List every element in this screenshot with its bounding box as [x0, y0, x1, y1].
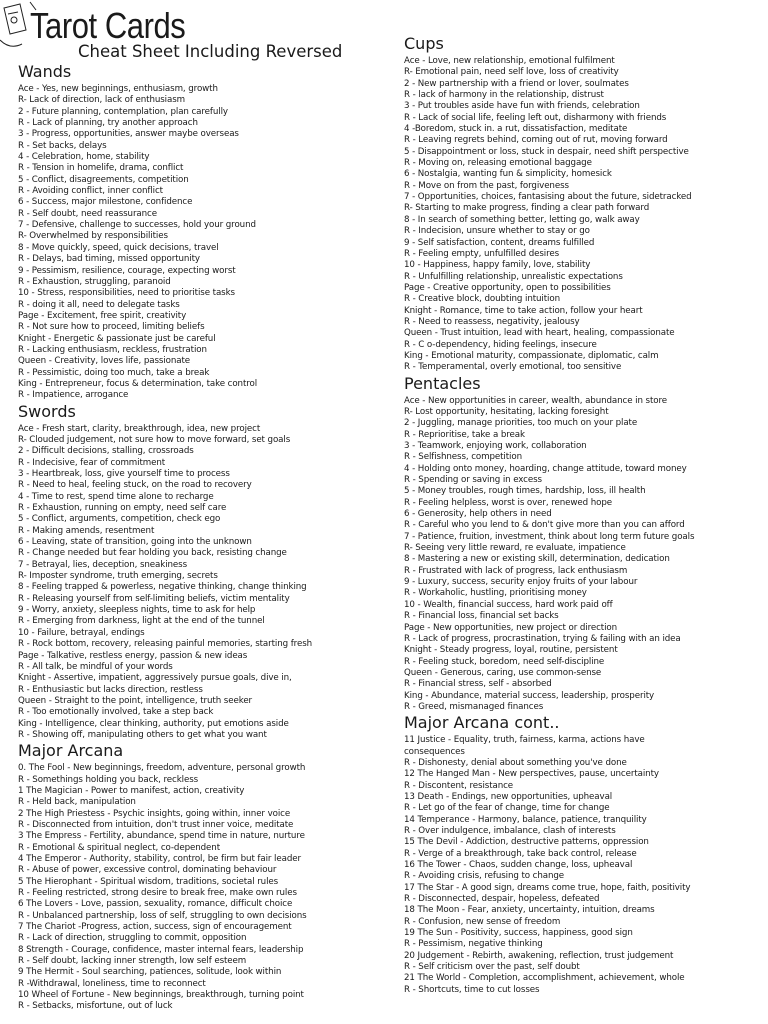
card-meaning-line: Queen - Creativity, loves life, passionate: [18, 356, 191, 367]
section-swords: [18, 402, 390, 742]
card-meaning-line: 9 - Pessimism, resilience, courage, expecting worst: [18, 265, 236, 276]
section-title: Pentacles: [404, 373, 481, 393]
card-meaning-line: R - Financial stress, self - absorbed: [404, 679, 552, 690]
card-meaning-list: [404, 396, 760, 714]
card-meaning-line: R - Feeling empty, unfulfilled desires: [404, 248, 560, 259]
card-meaning-line: 2 - Future planning, contemplation, plan carefully: [18, 106, 228, 117]
card-meaning-line: King - Entrepreneur, focus & determination, take control: [18, 378, 258, 389]
card-meaning-line: 2 - New partnership with a friend or lover, soulmates: [404, 78, 629, 89]
card-meaning-line: R - All talk, be mindful of your words: [18, 661, 173, 672]
card-meaning-line: Page - Excitement, free spirit, creativity: [18, 310, 187, 321]
card-meaning-line: R - Exhaustion, struggling, paranoid: [18, 276, 171, 287]
card-meaning-line: Page - Creative opportunity, open to possibilities: [404, 282, 611, 293]
card-meaning-line: R - Lack of progress, procrastination, trying & failing with an idea: [404, 633, 681, 644]
card-meaning-line: R - Workaholic, hustling, prioritising money: [404, 588, 587, 599]
section-title: Major Arcana: [18, 741, 124, 761]
card-meaning-list: [18, 424, 390, 742]
card-meaning-line: R - Dishonesty, denial about something you've done: [404, 757, 627, 768]
card-meaning-line: R - Pessimism, negative thinking: [404, 939, 543, 950]
card-meaning-line: consequences: [404, 746, 465, 757]
card-meaning-line: 9 The Hermit - Soul searching, patiences, solitude, look within: [18, 967, 282, 978]
page-title: Tarot Cards: [30, 5, 186, 46]
right-column: [404, 34, 760, 996]
card-meaning-line: R - Creative block, doubting intuition: [404, 294, 560, 305]
card-meaning-line: 7 - Betrayal, lies, deception, sneakiness: [18, 559, 188, 570]
section-major-arcana-cont: [404, 713, 760, 996]
card-meaning-line: R- Seeing very little reward, re evaluate, impatience: [404, 543, 626, 554]
card-meaning-line: 9 - Worry, anxiety, sleepless nights, time to ask for help: [18, 605, 256, 616]
card-meaning-line: R - Set backs, delays: [18, 140, 107, 151]
card-meaning-line: R - Emerging from darkness, light at the end of the tunnel: [18, 616, 265, 627]
card-meaning-line: 4 -Boredom, stuck in. a rut, dissatisfaction, meditate: [404, 124, 628, 135]
card-meaning-line: R - Somethings holding you back, reckless: [18, 774, 199, 785]
section-title: Major Arcana cont..: [404, 713, 560, 733]
card-meaning-line: R - Selfishness, competition: [404, 452, 522, 463]
left-column: [18, 62, 390, 1013]
card-meaning-line: 2 - Difficult decisions, stalling, crossroads: [18, 446, 194, 457]
card-meaning-line: Queen - Straight to the point, intelligence, truth seeker: [18, 695, 253, 706]
card-meaning-line: R - Self criticism over the past, self doubt: [404, 962, 580, 973]
card-meaning-line: R - Indecisive, fear of commitment: [18, 457, 166, 468]
card-meaning-line: Queen - Generous, caring, use common-sense: [404, 667, 602, 678]
card-meaning-line: R - Enthusiastic but lacks direction, restless: [18, 684, 203, 695]
card-meaning-line: 9 - Self satisfaction, content, dreams fulfilled: [404, 237, 595, 248]
card-meaning-line: R - Verge of a breakthrough, take back control, release: [404, 848, 637, 859]
card-meaning-line: R - Delays, bad timing, missed opportunity: [18, 254, 200, 265]
card-meaning-line: 17 The Star - A good sign, dreams come true, hope, faith, positivity: [404, 882, 691, 893]
card-meaning-line: R - Abuse of power, excessive control, dominating behaviour: [18, 865, 277, 876]
card-meaning-line: 0. The Fool - New beginnings, freedom, adventure, personal growth: [18, 763, 306, 774]
card-meaning-line: Knight - Steady progress, loyal, routine, persistent: [404, 645, 618, 656]
card-meaning-line: R - Feeling stuck, boredom, need self-discipline: [404, 656, 605, 667]
card-meaning-line: R - Lack of direction, struggling to commit, opposition: [18, 933, 247, 944]
card-meaning-line: R - Impatience, arrogance: [18, 390, 129, 401]
card-meaning-list: [404, 56, 760, 374]
card-meaning-line: R - Self doubt, lacking inner strength, low self esteem: [18, 956, 247, 967]
card-meaning-line: 7 - Opportunities, choices, fantasising about the future, sidetracked: [404, 192, 692, 203]
card-meaning-line: R - Feeling restricted, strong desire to break free, make own rules: [18, 888, 297, 899]
card-meaning-line: 7 - Patience, fruition, investment, think about long term future goals: [404, 531, 695, 542]
card-meaning-line: R - Too emotionally involved, take a step back: [18, 707, 214, 718]
card-meaning-line: R - Held back, manipulation: [18, 797, 136, 808]
card-meaning-line: Queen - Trust intuition, lead with heart, healing, compassionate: [404, 328, 675, 339]
card-meaning-line: 10 - Stress, responsibilities, need to prioritise tasks: [18, 288, 235, 299]
card-meaning-line: Page - New opportunities, new project or direction: [404, 622, 618, 633]
card-meaning-line: R - Lack of social life, feeling left out, disharmony with friends: [404, 112, 667, 123]
card-meaning-line: R - Temperamental, overly emotional, too sensitive: [404, 362, 622, 373]
card-meaning-line: R - Unfulfilling relationship, unrealistic expectations: [404, 271, 623, 282]
card-meaning-line: 18 The Moon - Fear, anxiety, uncertainty, intuition, dreams: [404, 905, 655, 916]
card-meaning-line: 6 - Leaving, state of transition, going into the unknown: [18, 537, 252, 548]
card-meaning-line: R- Lost opportunity, hesitating, lacking foresight: [404, 406, 609, 417]
card-meaning-line: R - Move on from the past, forgiveness: [404, 180, 569, 191]
section-major-arcana: [18, 741, 390, 1013]
card-meaning-line: 15 The Devil - Addiction, destructive patterns, oppression: [404, 837, 649, 848]
card-meaning-line: Ace - Fresh start, clarity, breakthrough, idea, new project: [18, 423, 261, 434]
card-meaning-line: 4 - Holding onto money, hoarding, change attitude, toward money: [404, 463, 687, 474]
card-meaning-line: R - Need to reassess, negativity, jealousy: [404, 316, 580, 327]
card-meaning-line: R - Careful who you lend to & don't give more than you can afford: [404, 520, 685, 531]
card-meaning-line: R - Releasing yourself from self-limiting beliefs, victim mentality: [18, 593, 290, 604]
section-title: Swords: [18, 401, 76, 421]
card-meaning-line: R - Greed, mismanaged finances: [404, 701, 544, 712]
card-meaning-line: 8 - In search of something better, letting go, walk away: [404, 214, 640, 225]
section-cups: [404, 34, 760, 374]
card-meaning-line: 9 - Luxury, success, security enjoy fruits of your labour: [404, 577, 638, 588]
card-meaning-line: R - Tension in homelife, drama, conflict: [18, 163, 184, 174]
card-meaning-line: R - Spending or saving in excess: [404, 475, 542, 486]
card-meaning-line: 2 - Juggling, manage priorities, too much on your plate: [404, 418, 638, 429]
card-meaning-line: R - Reprioritise, take a break: [404, 429, 525, 440]
card-meaning-line: R - Shortcuts, time to cut losses: [404, 984, 540, 995]
card-meaning-line: R - Discontent, resistance: [404, 780, 514, 791]
card-meaning-line: R - Leaving regrets behind, coming out of rut, moving forward: [404, 135, 668, 146]
card-meaning-line: 3 - Progress, opportunities, answer maybe overseas: [18, 129, 239, 140]
card-meaning-line: R - Unbalanced partnership, loss of self, struggling to own decisions: [18, 910, 307, 921]
card-meaning-line: R- Imposter syndrome, truth emerging, secrets: [18, 571, 218, 582]
card-meaning-line: R - Setbacks, misfortune, out of luck: [18, 1001, 173, 1012]
card-meaning-line: 5 - Conflict, disagreements, competition: [18, 174, 189, 185]
card-meaning-line: R - Need to heal, feeling stuck, on the road to recovery: [18, 480, 252, 491]
card-meaning-line: R -Withdrawal, loneliness, time to reconnect: [18, 978, 206, 989]
card-meaning-line: 8 - Move quickly, speed, quick decisions, travel: [18, 242, 219, 253]
section-wands: [18, 62, 390, 402]
card-meaning-line: R - Frustrated with lack of progress, lack enthusiasm: [404, 565, 628, 576]
card-meaning-line: 14 Temperance - Harmony, balance, patience, tranquility: [404, 814, 647, 825]
card-meaning-line: 6 - Success, major milestone, confidence: [18, 197, 193, 208]
page-subtitle: Cheat Sheet Including Reversed: [78, 42, 343, 61]
card-meaning-line: 7 The Chariot -Progress, action, success, sign of encouragement: [18, 922, 292, 933]
card-meaning-line: King - Intelligence, clear thinking, authority, put emotions aside: [18, 718, 289, 729]
card-meaning-line: 1 The Magician - Power to manifest, action, creativity: [18, 785, 245, 796]
card-meaning-line: 5 The Hierophant - Spiritual wisdom, traditions, societal rules: [18, 876, 279, 887]
card-meaning-line: 21 The World - Completion, accomplishment, achievement, whole: [404, 973, 685, 984]
card-meaning-line: R - Financial loss, financial set backs: [404, 611, 559, 622]
card-meaning-line: 8 - Mastering a new or existing skill, determination, dedication: [404, 554, 670, 565]
card-meaning-line: R - Lacking enthusiasm, reckless, frustration: [18, 344, 207, 355]
card-meaning-line: 3 The Empress - Fertility, abundance, spend time in nature, nurture: [18, 831, 305, 842]
card-meaning-line: 2 The High Priestess - Psychic insights, going within, inner voice: [18, 808, 291, 819]
section-title: Cups: [404, 34, 444, 53]
card-meaning-list: [18, 763, 390, 1013]
card-meaning-line: 4 - Celebration, home, stability: [18, 152, 150, 163]
section-title: Wands: [18, 62, 72, 81]
card-meaning-line: 4 - Time to rest, spend time alone to recharge: [18, 491, 214, 502]
card-meaning-line: R - Rock bottom, recovery, releasing painful memories, starting fresh: [18, 639, 313, 650]
card-meaning-line: R - Lack of planning, try another approach: [18, 118, 198, 129]
card-meaning-line: R - Self doubt, need reassurance: [18, 208, 157, 219]
card-meaning-line: R - Not sure how to proceed, limiting beliefs: [18, 322, 205, 333]
card-meaning-line: 16 The Tower - Chaos, sudden change, loss, upheaval: [404, 860, 633, 871]
card-meaning-line: 13 Death - Endings, new opportunities, upheaval: [404, 791, 613, 802]
card-meaning-line: 5 - Disappointment or loss, stuck in despair, need shift perspective: [404, 146, 689, 157]
card-meaning-line: R- Clouded judgement, not sure how to move forward, set goals: [18, 434, 291, 445]
card-meaning-line: R - Showing off, manipulating others to get what you want: [18, 729, 267, 740]
card-meaning-line: 3 - Put troubles aside have fun with friends, celebration: [404, 101, 640, 112]
card-meaning-line: R - Indecision, unsure whether to stay or go: [404, 226, 590, 237]
card-meaning-line: R - Pessimistic, doing too much, take a break: [18, 367, 210, 378]
card-meaning-line: Knight - Assertive, impatient, aggressively pursue goals, dive in,: [18, 673, 292, 684]
card-meaning-line: 8 Strength - Courage, confidence, master internal fears, leadership: [18, 944, 304, 955]
card-meaning-line: R- Starting to make progress, finding a clear path forward: [404, 203, 650, 214]
card-meaning-line: R - Let go of the fear of change, time for change: [404, 803, 610, 814]
card-meaning-line: 8 - Feeling trapped & powerless, negative thinking, change thinking: [18, 582, 307, 593]
card-meaning-line: Page - Talkative, restless energy, passion & new ideas: [18, 650, 248, 661]
card-meaning-list: [18, 84, 390, 402]
card-meaning-line: 3 - Teamwork, enjoying work, collaboration: [404, 441, 587, 451]
card-meaning-line: 6 - Generosity, help others in need: [404, 509, 552, 520]
card-meaning-line: R - lack of harmony in the relationship, distrust: [404, 90, 604, 101]
card-meaning-line: R - Confusion, new sense of freedom: [404, 916, 561, 927]
card-meaning-line: Ace - Yes, new beginnings, enthusiasm, growth: [18, 84, 218, 94]
card-meaning-line: R - Feeling helpless, worst is over, renewed hope: [404, 497, 612, 508]
card-meaning-line: Knight - Romance, time to take action, follow your heart: [404, 305, 643, 316]
card-meaning-line: 6 - Nostalgia, wanting fun & simplicity, homesick: [404, 169, 612, 180]
card-meaning-line: R - Exhaustion, running on empty, need self care: [18, 503, 227, 514]
card-meaning-line: 10 Wheel of Fortune - New beginnings, breakthrough, turning point: [18, 990, 304, 1001]
card-meaning-line: R- Lack of direction, lack of enthusiasm: [18, 95, 186, 106]
card-meaning-line: 6 The Lovers - Love, passion, sexuality, romance, difficult choice: [18, 899, 293, 910]
card-meaning-line: 20 Judgement - Rebirth, awakening, reflection, trust judgement: [404, 950, 674, 961]
card-meaning-list: [404, 735, 760, 996]
card-meaning-line: 7 - Defensive, challenge to successes, hold your ground: [18, 220, 256, 231]
card-meaning-line: R - Making amends, resentment: [18, 525, 155, 536]
card-meaning-line: 10 - Happiness, happy family, love, stability: [404, 260, 591, 271]
card-meaning-line: R- Emotional pain, need self love, loss of creativity: [404, 67, 619, 78]
card-meaning-line: R - Avoiding conflict, inner conflict: [18, 186, 163, 197]
card-meaning-line: 4 The Emperor - Authority, stability, control, be firm but fair leader: [18, 854, 301, 864]
card-meaning-line: R - C o-dependency, hiding feelings, insecure: [404, 339, 597, 350]
card-meaning-line: 12 The Hanged Man - New perspectives, pause, uncertainty: [404, 769, 659, 780]
card-meaning-line: Knight - Energetic & passionate just be careful: [18, 333, 216, 344]
section-pentacles: [404, 374, 760, 714]
card-meaning-line: 11 Justice - Equality, truth, fairness, karma, actions have: [404, 735, 645, 746]
card-meaning-line: R - Over indulgence, imbalance, clash of interests: [404, 826, 616, 836]
card-meaning-line: R - Disconnected, despair, hopeless, defeated: [404, 894, 600, 905]
card-meaning-line: R- Overwhelmed by responsibilities: [18, 231, 168, 242]
card-meaning-line: R - doing it all, need to delegate tasks: [18, 299, 180, 310]
card-meaning-line: Ace - Love, new relationship, emotional fulfilment: [404, 56, 615, 66]
card-meaning-line: 10 - Failure, betrayal, endings: [18, 627, 145, 638]
card-meaning-line: 19 The Sun - Positivity, success, happiness, good sign: [404, 928, 633, 939]
card-meaning-line: King - Emotional maturity, compassionate, diplomatic, calm: [404, 350, 659, 361]
card-meaning-line: 3 - Heartbreak, loss, give yourself time to process: [18, 469, 230, 479]
card-meaning-line: Ace - New opportunities in career, wealth, abundance in store: [404, 395, 667, 406]
card-meaning-line: 5 - Money troubles, rough times, hardship, loss, ill health: [404, 486, 646, 497]
card-meaning-line: R - Avoiding crisis, refusing to change: [404, 871, 565, 882]
card-meaning-line: R - Disconnected from intuition, don't trust inner voice, meditate: [18, 819, 294, 830]
card-meaning-line: R - Emotional & spiritual neglect, co-dependent: [18, 842, 221, 853]
card-meaning-line: R - Moving on, releasing emotional baggage: [404, 158, 592, 169]
card-meaning-line: 10 - Wealth, financial success, hard work paid off: [404, 599, 613, 610]
card-meaning-line: King - Abundance, material success, leadership, prosperity: [404, 690, 655, 701]
card-meaning-line: 5 - Conflict, arguments, competition, check ego: [18, 514, 221, 525]
card-meaning-line: R - Change needed but fear holding you back, resisting change: [18, 548, 287, 559]
